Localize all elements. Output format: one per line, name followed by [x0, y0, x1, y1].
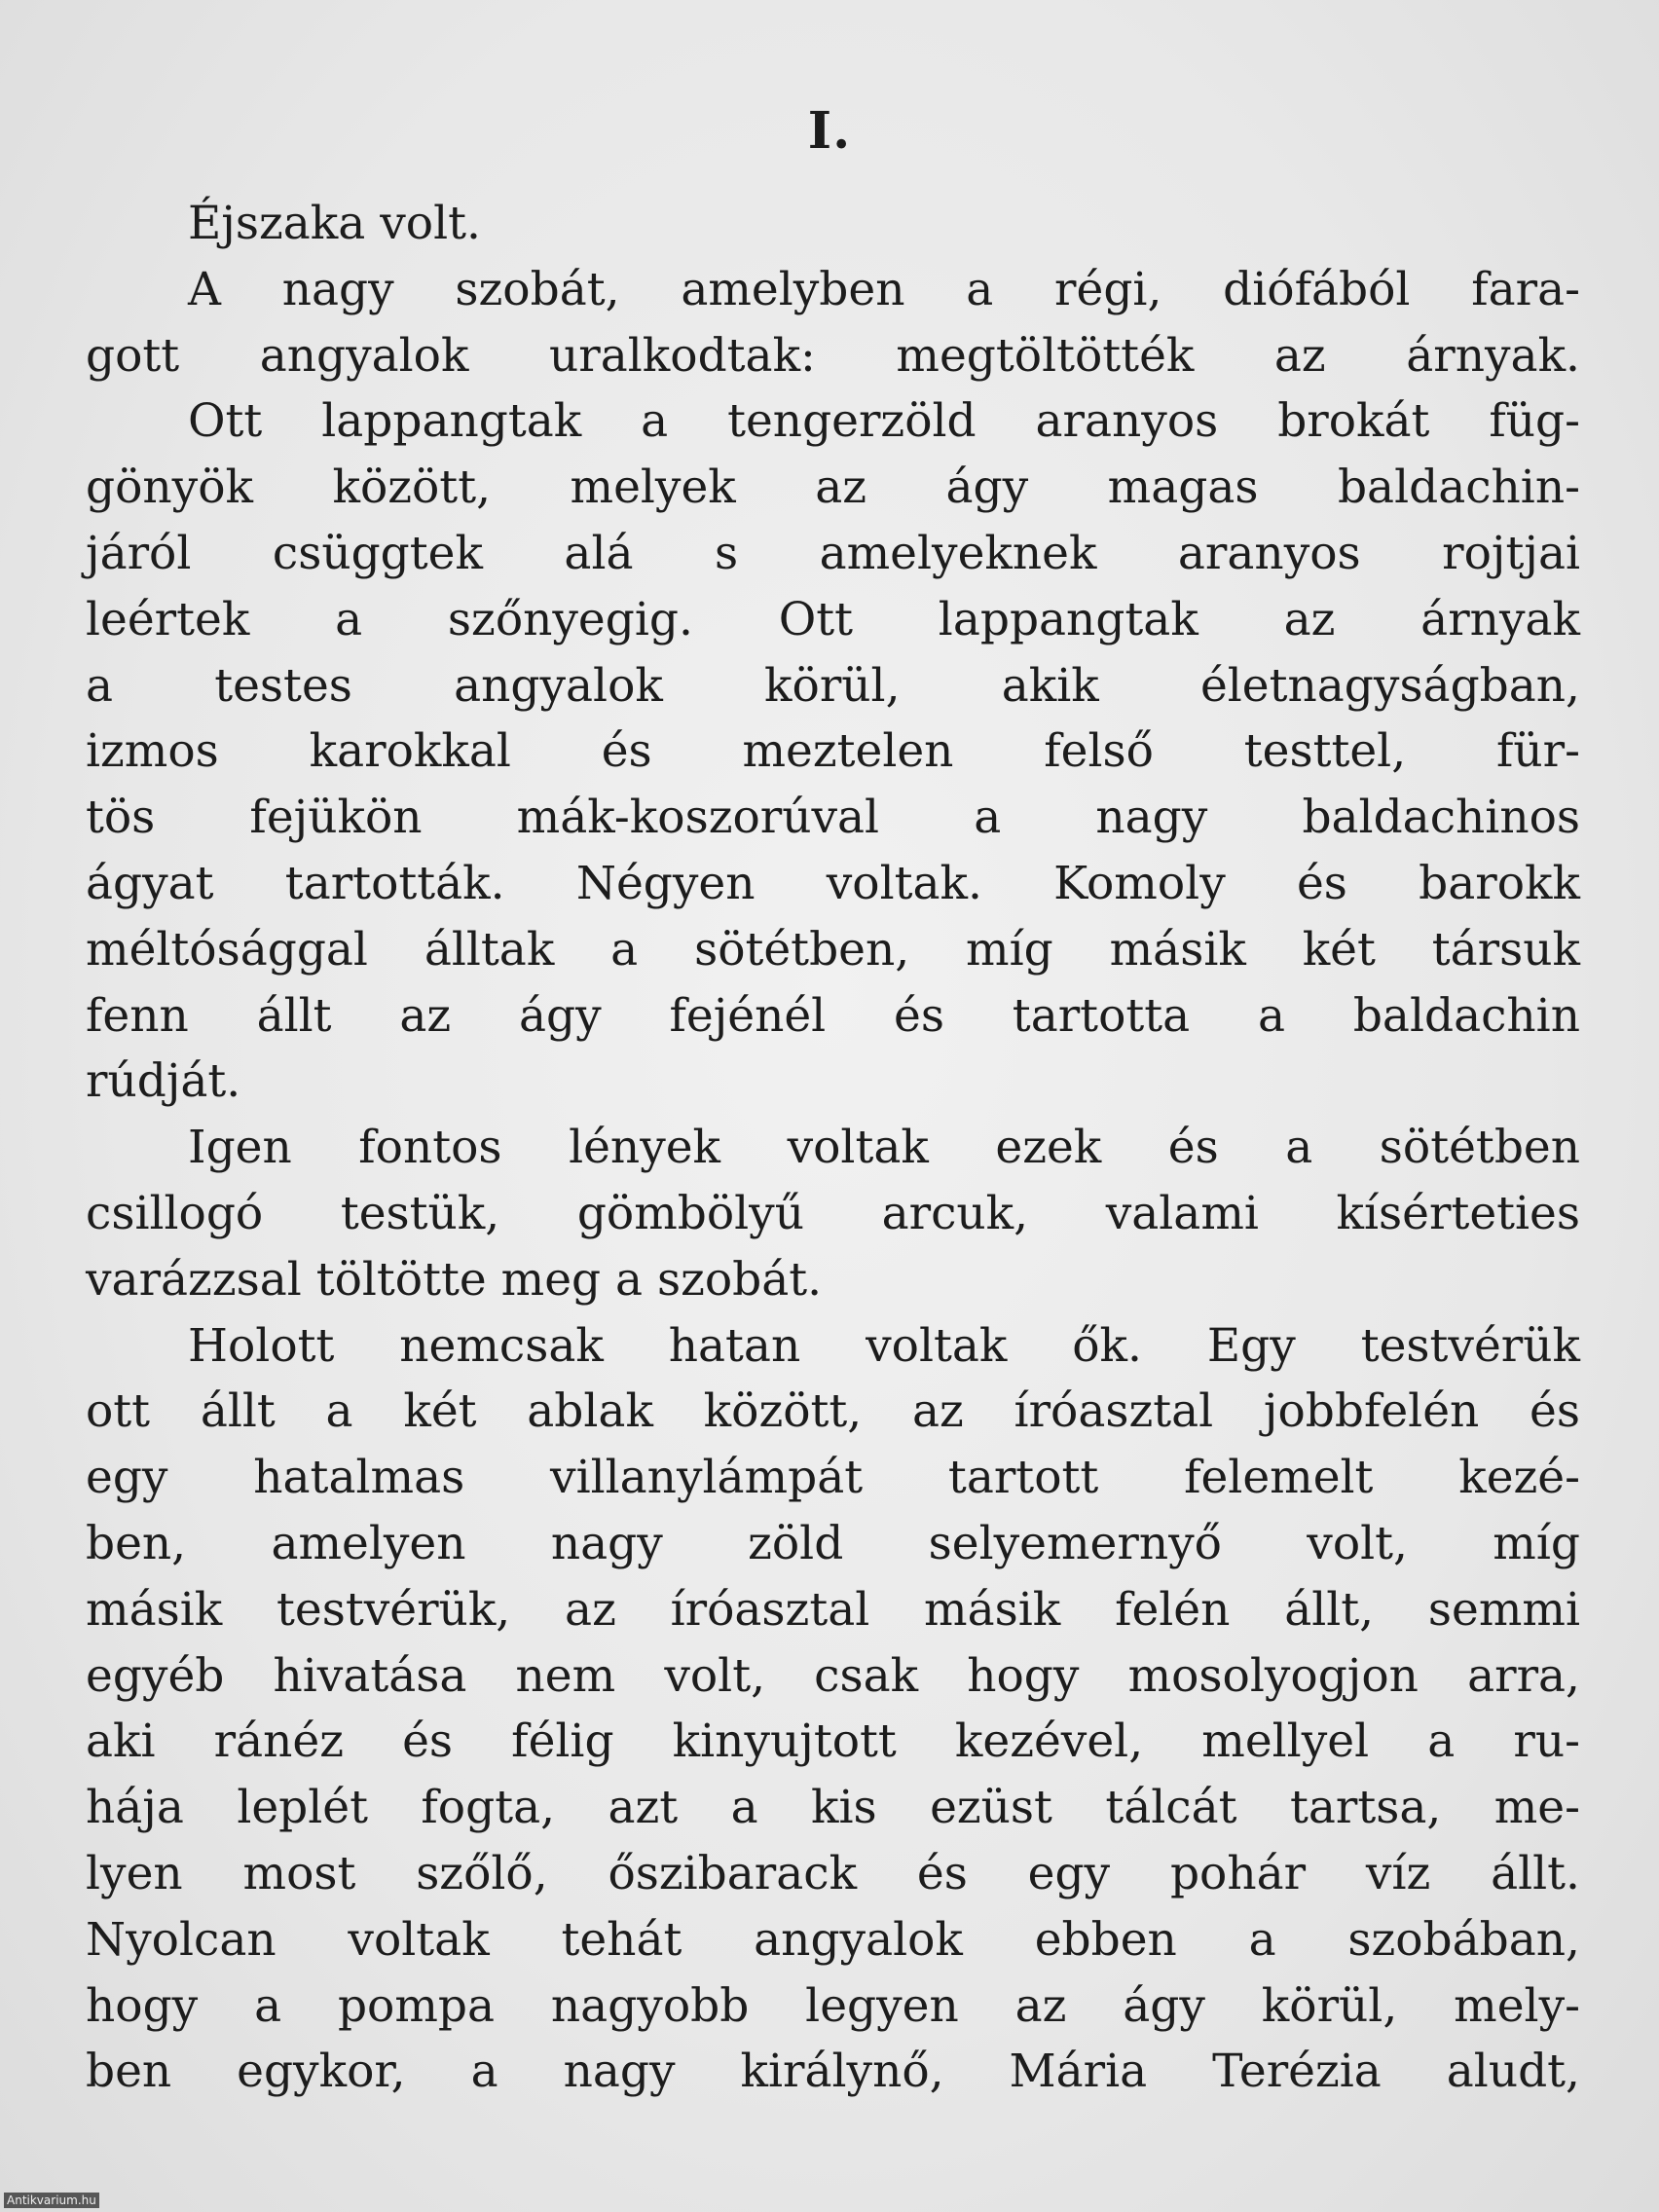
watermark: Antikvarium.hu: [4, 2193, 99, 2208]
text-line: izmos karokkal és meztelen felső testtel, für-: [86, 724, 1580, 779]
text-line: ágyat tartották. Négyen voltak. Komoly és barokk: [86, 856, 1580, 910]
text-line: másik testvérük, az íróasztal másik felén állt, semmi: [86, 1582, 1580, 1637]
text-line: ott állt a két ablak között, az íróasztal jobbfelén és: [86, 1384, 1580, 1439]
text-line: Nyolcan voltak tehát angyalok ebben a szobában,: [86, 1912, 1580, 1967]
text-line: A nagy szobát, amelyben a régi, diófából fara-: [188, 262, 1580, 316]
text-line: ben, amelyen nagy zöld selyemernyő volt, míg: [86, 1516, 1580, 1570]
text-line: fenn állt az ágy fejénél és tartotta a baldachin: [86, 988, 1580, 1043]
text-line: lyen most szőlő, őszibarack és egy pohár víz állt.: [86, 1846, 1580, 1900]
text-line: hája leplét fogta, azt a kis ezüst tálcát tartsa, me-: [86, 1781, 1580, 1835]
chapter-heading: I.: [807, 101, 852, 161]
text-line: egyéb hivatása nem volt, csak hogy mosolyogjon arra,: [86, 1648, 1580, 1703]
text-line: Holott nemcsak hatan voltak ők. Egy testvérük: [188, 1318, 1580, 1373]
text-line: rúdját.: [86, 1054, 241, 1109]
text-line: tös fejükön mák-koszorúval a nagy baldachinos: [86, 791, 1580, 845]
text-line: a testes angyalok körül, akik életnagyságban,: [86, 658, 1580, 713]
text-line: méltósággal álltak a sötétben, míg másik két társuk: [86, 922, 1580, 977]
text-line: hogy a pompa nagyobb legyen az ágy körül, mely-: [86, 1978, 1580, 2033]
text-line: Igen fontos lények voltak ezek és a sötétben: [188, 1121, 1580, 1175]
text-line: egy hatalmas villanylámpát tartott felemelt kezé-: [86, 1451, 1580, 1505]
text-line: Ott lappangtak a tengerzöld aranyos brokát füg-: [188, 394, 1580, 449]
text-line: gott angyalok uralkodtak: megtöltötték az árnyak.: [86, 328, 1580, 383]
body-text: [86, 191, 1580, 2105]
text-line: aki ránéz és félig kinyujtott kezével, mellyel a ru-: [86, 1714, 1580, 1769]
text-line: leértek a szőnyegig. Ott lappangtak az árnyak: [86, 592, 1580, 646]
text-line: Éjszaka volt.: [188, 197, 481, 250]
text-line: varázzsal töltötte meg a szobát.: [86, 1252, 823, 1307]
text-line: csillogó testük, gömbölyű arcuk, valami kísérteties: [86, 1186, 1580, 1240]
text-line: járól csüggtek alá s amelyeknek aranyos rojtjai: [86, 526, 1580, 580]
text-line: ben egykor, a nagy királynő, Mária Terézia aludt,: [86, 2045, 1580, 2099]
text-line: gönyök között, melyek az ágy magas baldachin-: [86, 461, 1580, 515]
